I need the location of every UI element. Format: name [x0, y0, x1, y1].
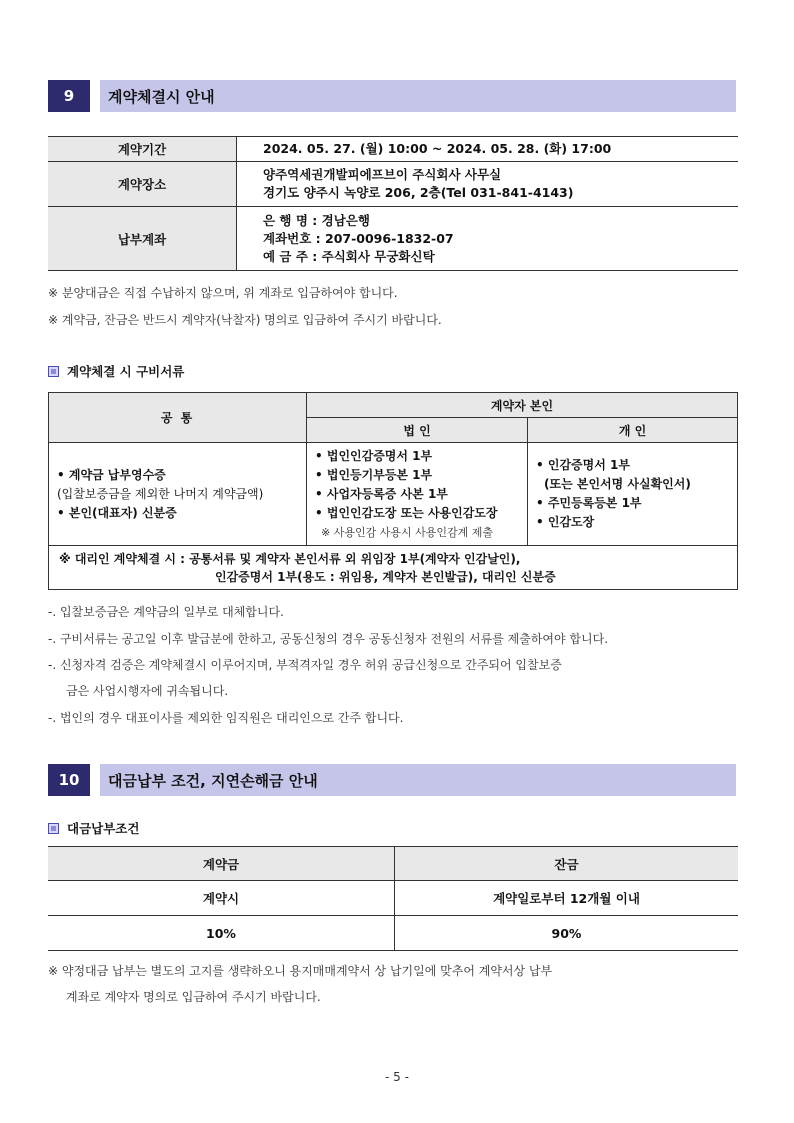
list-item: (입찰보증금을 제외한 나머지 계약금액): [57, 486, 264, 501]
agent-line: 인감증명서 1부(용도 : 위임용, 계약자 본인발급), 대리인 신분증: [215, 569, 556, 584]
section-number: 10: [48, 764, 90, 796]
docs-subheading: [48, 362, 184, 380]
dash-note: -. 구비서류는 공고일 이후 발급분에 한하고, 공동신청의 경우 공동신청자 전원의 서류를 제출하여야 합니다.: [48, 632, 609, 646]
list-item: • 주민등록등본 1부: [536, 496, 642, 510]
list-item: ※ 사용인감 사용시 사용인감계 제출: [321, 525, 493, 539]
agent-line: ※ 대리인 계약체결 시 : 공통서류 및 계약자 본인서류 외 위임장 1부(계약자 인감날인),: [59, 551, 521, 566]
table-cell: 계약시: [48, 881, 395, 916]
corp-docs-cell: [307, 443, 528, 546]
list-item: • 인감도장: [536, 515, 595, 529]
list-item: • 법인등기부등본 1부: [315, 467, 433, 482]
section-10-header: [48, 764, 736, 796]
dash-note: -. 법인의 경우 대표이사를 제외한 임직원은 대리인으로 간주 합니다.: [48, 711, 404, 725]
section-9-header: [48, 80, 736, 112]
value-line: 경기도 양주시 녹양로 206, 2층(Tel 031-841-4143): [263, 185, 574, 200]
table-row: [48, 207, 738, 271]
square-bullet-icon: [48, 366, 59, 377]
table-row: [48, 162, 738, 207]
list-item: • 법인인감증명서 1부: [315, 448, 433, 463]
note: ※ 계약금, 잔금은 반드시 계약자(낙찰자) 명의로 입금하여 주시기 바랍니다.: [48, 313, 442, 327]
payment-subheading: [48, 819, 139, 837]
col-corp: 법 인: [307, 418, 528, 443]
note: ※ 분양대금은 직접 수납하지 않으며, 위 계좌로 입금하여야 합니다.: [48, 286, 398, 300]
header-cell: 잔금: [395, 847, 739, 881]
table-cell: 계약일로부터 12개월 이내: [395, 881, 739, 916]
payment-terms-table: [48, 846, 738, 951]
row-label: 계약장소: [48, 162, 237, 207]
contract-info-table: [48, 136, 738, 271]
row-value: [237, 162, 739, 207]
table-cell: 90%: [395, 916, 739, 951]
value-line: 예 금 주 : 주식회사 무궁화신탁: [263, 248, 435, 264]
table-row: [48, 847, 738, 881]
col-indiv: 개 인: [528, 418, 738, 443]
section-title: 대금납부 조건, 지연손해금 안내: [100, 764, 736, 796]
header-cell: 계약금: [48, 847, 395, 881]
table-row: [48, 137, 738, 162]
table-cell: 10%: [48, 916, 395, 951]
value-line: 양주역세권개발피에프브이 주식회사 사무실: [263, 167, 502, 182]
list-item: • 인감증명서 1부: [536, 458, 630, 472]
section-number: 9: [48, 80, 90, 112]
indiv-docs-cell: [528, 443, 738, 546]
row-label: 납부계좌: [48, 207, 237, 271]
agent-docs-cell: [49, 546, 738, 590]
payment-subheading-text: 대금납부조건: [67, 821, 140, 836]
list-item: • 본인(대표자) 신분증: [57, 505, 177, 520]
value-line: 은 행 명 : 경남은행: [263, 212, 370, 228]
dash-note: -. 신청자격 검증은 계약체결시 이루어지며, 부적격자일 경우 허위 공급신청으로 간주되어 입찰보증: [48, 658, 562, 672]
required-docs-table: [48, 392, 738, 590]
list-item: • 사업자등록증 사본 1부: [315, 486, 448, 501]
payment-note: ※ 약정대금 납부는 별도의 고지를 생략하오니 용지매매계약서 상 납기일에 맞추어 계약서상 납부: [48, 964, 553, 978]
row-value: [237, 207, 739, 271]
list-item: (또는 본인서명 사실확인서): [544, 477, 691, 491]
table-row: [48, 881, 738, 916]
page-number: - 5 -: [385, 1070, 409, 1084]
section-title: 계약체결시 안내: [100, 80, 736, 112]
common-docs-cell: [49, 443, 307, 546]
list-item: • 법인인감도장 또는 사용인감도장: [315, 505, 498, 520]
row-value: [237, 137, 739, 162]
square-bullet-icon: [48, 823, 59, 834]
docs-heading-text: 계약체결 시 구비서류: [67, 364, 185, 379]
table-row: [48, 916, 738, 951]
list-item: • 계약금 납부영수증: [57, 467, 166, 482]
dash-note: 금은 사업시행자에 귀속됩니다.: [66, 684, 229, 698]
value-line: 2024. 05. 27. (월) 10:00 ~ 2024. 05. 28. (화) 17:00: [263, 141, 612, 156]
value-line: 계좌번호 : 207-0096-1832-07: [263, 230, 454, 246]
row-label: 계약기간: [48, 137, 237, 162]
dash-note: -. 입찰보증금은 계약금의 일부로 대체합니다.: [48, 605, 284, 619]
col-common: 공 통: [49, 393, 307, 443]
col-self: 계약자 본인: [307, 393, 738, 418]
payment-note: 계좌로 계약자 명의로 입금하여 주시기 바랍니다.: [66, 990, 321, 1004]
